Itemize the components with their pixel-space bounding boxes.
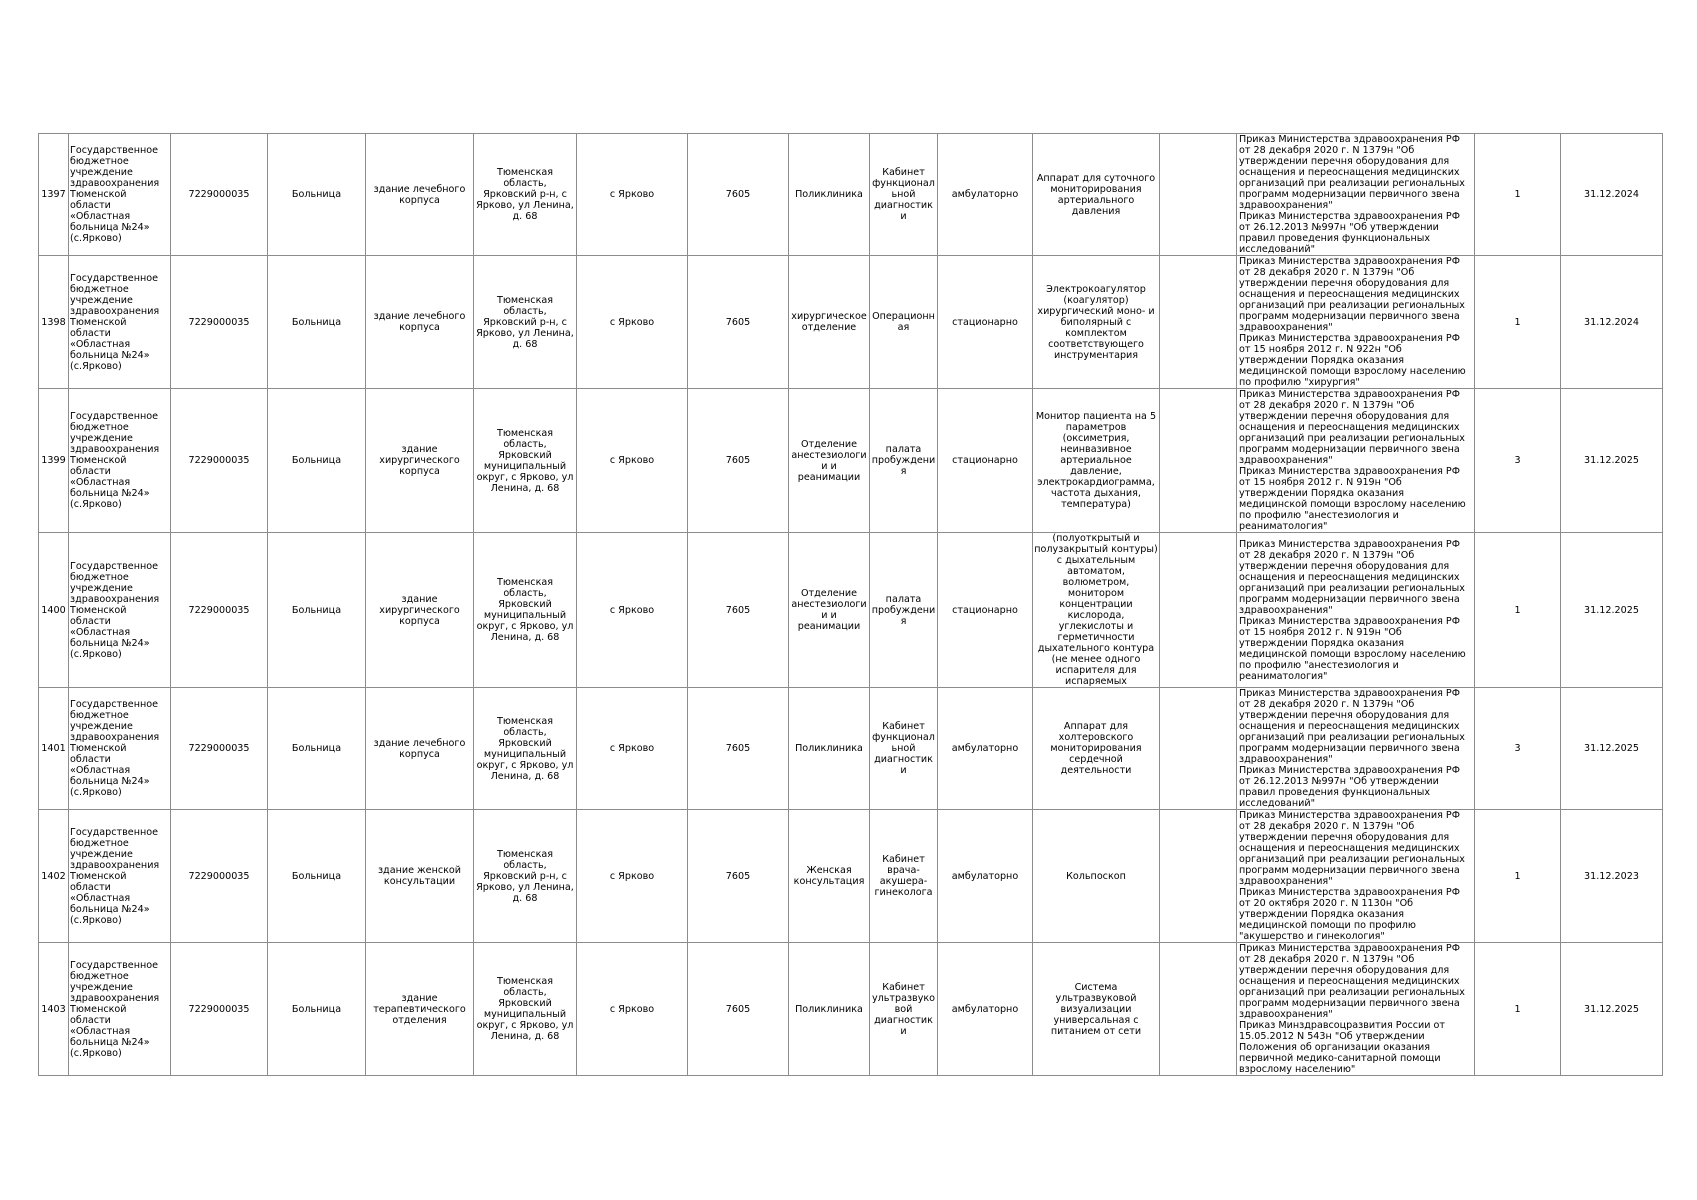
cell-text: 31.12.2024 <box>1584 316 1639 328</box>
room <box>870 389 938 533</box>
organization-name <box>69 688 171 810</box>
territory-code <box>688 533 789 688</box>
division <box>789 533 870 688</box>
cell-text: Приказ Министерства здравоохранения РФ от 28 декабря 2020 г. N 1379н "Об утверждении перечня оборудования для оснащения и переоснащения медицинских организаций при реализации региональных программ модернизации первичного звена здравоохранения" Приказ Министерства здравоохранения РФ от 26.12.2013 №997н "Об утверждении правил проведения функциональных исследований" <box>1239 688 1465 809</box>
cell-text: Приказ Министерства здравоохранения РФ от 28 декабря 2020 г. N 1379н "Об утверждении перечня оборудования для оснащения и переоснащения медицинских организаций при реализации региональных программ модернизации первичного звена здравоохранения" Приказ Министерства здравоохранения РФ от 15 ноября 2012 г. N 922н "Об утверждении Порядка оказания медицинской помощи взрослому населению по профилю "хирургия" <box>1239 256 1466 388</box>
division <box>789 389 870 533</box>
inn-code <box>171 533 268 688</box>
cell-text: Монитор пациента на 5 параметров (оксиметрия, неинвазивное артериальное давление, электрокардиограмма, частота дыхания, температура) <box>1035 411 1157 510</box>
table-body <box>39 134 1663 1076</box>
cell-text: Поликлиника <box>795 743 863 754</box>
cell-text: 7229000035 <box>188 455 250 466</box>
table-row <box>39 533 1663 688</box>
cell-text: 7605 <box>725 316 751 328</box>
building-name <box>366 134 474 256</box>
cell-text: Кабинет ультразвуковой диагностики <box>871 981 936 1037</box>
cell-text: Аппарат для холтеровского мониторирования сердечной деятельности <box>1050 721 1142 776</box>
cell-text: (полуоткрытый и полузакрытый контуры) с дыхательным автоматом, волюметром, монитором концентрации кислорода, углекислоты и герметичности дыхательного контура (не менее одного испарителя для испаряемых <box>1034 533 1158 687</box>
quantity <box>1475 134 1561 256</box>
quantity <box>1475 688 1561 810</box>
cell-text: Аппарат для суточного мониторирования артериального давления <box>1036 172 1156 217</box>
cell-text: 7605 <box>725 604 751 616</box>
locality <box>577 810 688 943</box>
extra-cell <box>1160 810 1237 943</box>
due-date <box>1561 810 1663 943</box>
territory-code <box>688 134 789 256</box>
cell-text: Отделение анестезиологии и реанимации <box>791 588 867 632</box>
care-form <box>938 533 1033 688</box>
territory-code <box>688 256 789 389</box>
regulatory-basis <box>1237 533 1475 688</box>
cell-text: 7229000035 <box>188 604 250 616</box>
table-row <box>39 688 1663 810</box>
cell-text: здание хирургического корпуса <box>379 444 460 477</box>
cell-text: 1 <box>1514 189 1521 200</box>
care-form <box>938 810 1033 943</box>
address <box>474 943 577 1076</box>
equipment-name <box>1033 943 1160 1076</box>
cell-text: Приказ Министерства здравоохранения РФ от 28 декабря 2020 г. N 1379н "Об утверждении перечня оборудования для оснащения и переоснащения медицинских организаций при реализации региональных программ модернизации первичного звена здравоохранения" Приказ Министерства здравоохранения РФ от 26.12.2013 №997н "Об утверждении правил проведения функциональных исследований" <box>1239 134 1465 255</box>
cell-text: здание лечебного корпуса <box>373 737 466 760</box>
regulatory-basis <box>1237 389 1475 533</box>
cell-text: Тюменская область, Ярковский муниципальный округ, с Ярково, ул Ленина, д. 68 <box>476 427 574 494</box>
organization-name <box>69 256 171 389</box>
cell-text: 7229000035 <box>188 743 250 754</box>
table-row <box>39 134 1663 256</box>
cell-text: Больница <box>291 189 342 200</box>
organization-name <box>69 810 171 943</box>
institution-type <box>268 810 366 943</box>
division <box>789 810 870 943</box>
cell-text: Больница <box>291 870 342 882</box>
table-row <box>39 810 1663 943</box>
address <box>474 134 577 256</box>
cell-text: Приказ Министерства здравоохранения РФ от 28 декабря 2020 г. N 1379н "Об утверждении перечня оборудования для оснащения и переоснащения медицинских организаций при реализации региональных программ модернизации первичного звена здравоохранения" Приказ Министерства здравоохранения РФ от 20 октября 2020 г. N 1130н "Об утверждении Порядка оказания медицинской помощи по профилю "акушерство и гинекология" <box>1239 810 1465 942</box>
cell-text: 7605 <box>725 189 751 200</box>
cell-text: с Ярково <box>609 604 655 616</box>
inn-code <box>171 688 268 810</box>
equipment-name <box>1033 256 1160 389</box>
cell-text: Поликлиника <box>795 1003 863 1015</box>
cell-text: с Ярково <box>609 189 655 200</box>
cell-text: 7229000035 <box>188 870 250 882</box>
cell-text: с Ярково <box>609 743 655 754</box>
quantity <box>1475 810 1561 943</box>
regulatory-basis <box>1237 810 1475 943</box>
cell-text: 7229000035 <box>188 189 250 200</box>
cell-text: здание лечебного корпуса <box>373 183 466 206</box>
locality <box>577 389 688 533</box>
cell-text: Операционная <box>872 311 935 333</box>
equipment-name <box>1033 389 1160 533</box>
cell-text: Государственное бюджетное учреждение здравоохранения Тюменской области «Областная больница №24» (с.Ярково) <box>70 826 160 926</box>
room <box>870 688 938 810</box>
cell-text: 3 <box>1514 743 1521 754</box>
cell-text: 1 <box>1514 870 1521 882</box>
table-row <box>39 943 1663 1076</box>
cell-text: Система ультразвуковой визуализации универсальная с питанием от сети <box>1050 981 1142 1037</box>
equipment-name <box>1033 810 1160 943</box>
cell-text: Тюменская область, Ярковский муниципальный округ, с Ярково, ул Ленина, д. 68 <box>476 715 574 782</box>
regulatory-basis <box>1237 688 1475 810</box>
cell-text: 31.12.2024 <box>1584 189 1639 200</box>
address <box>474 533 577 688</box>
cell-text: 1 <box>1514 316 1521 328</box>
cell-text: Кабинет функциональной диагностики <box>872 167 935 222</box>
cell-text: 7229000035 <box>188 1003 250 1015</box>
cell-text: 1397 <box>41 189 66 200</box>
cell-text: 31.12.2023 <box>1584 870 1639 882</box>
due-date <box>1561 134 1663 256</box>
cell-text: Тюменская область, Ярковский муниципальный округ, с Ярково, ул Ленина, д. 68 <box>476 976 574 1042</box>
territory-code <box>688 943 789 1076</box>
organization-name <box>69 943 171 1076</box>
cell-text: хирургическое отделение <box>791 311 867 333</box>
regulatory-basis <box>1237 943 1475 1076</box>
cell-text: Тюменская область, Ярковский р-н, с Ярково, ул Ленина, д. 68 <box>476 294 574 350</box>
row-number <box>39 256 69 389</box>
regulatory-basis <box>1237 134 1475 256</box>
cell-text: Государственное бюджетное учреждение здравоохранения Тюменской области «Областная больница №24» (с.Ярково) <box>70 699 160 798</box>
due-date <box>1561 256 1663 389</box>
cell-text: здание женской консультации <box>377 865 462 887</box>
cell-text: 1402 <box>41 870 66 882</box>
cell-text: Больница <box>291 604 342 616</box>
cell-text: Государственное бюджетное учреждение здравоохранения Тюменской области «Областная больница №24» (с.Ярково) <box>70 272 160 372</box>
cell-text: амбулаторно <box>951 743 1019 754</box>
institution-type <box>268 256 366 389</box>
division <box>789 688 870 810</box>
cell-text: стационарно <box>952 316 1018 328</box>
extra-cell <box>1160 389 1237 533</box>
building-name <box>366 943 474 1076</box>
organization-name <box>69 134 171 256</box>
cell-text: палата пробуждения <box>871 444 936 477</box>
cell-text: Тюменская область, Ярковский р-н, с Ярково, ул Ленина, д. 68 <box>476 167 574 222</box>
organization-name <box>69 389 171 533</box>
cell-text: Электрокоагулятор (коагулятор) хирургический моно- и биполярный с комплектом соответствующего инструментария <box>1037 283 1155 361</box>
building-name <box>366 810 474 943</box>
cell-text: здание терапевтического отделения <box>373 992 466 1026</box>
inn-code <box>171 134 268 256</box>
equipment-name <box>1033 533 1160 688</box>
cell-text: Государственное бюджетное учреждение здравоохранения Тюменской области «Областная больница №24» (с.Ярково) <box>70 411 160 510</box>
cell-text: 7229000035 <box>188 316 250 328</box>
building-name <box>366 389 474 533</box>
cell-text: Поликлиника <box>795 189 863 200</box>
due-date <box>1561 943 1663 1076</box>
cell-text: с Ярково <box>609 870 655 882</box>
inn-code <box>171 943 268 1076</box>
quantity <box>1475 943 1561 1076</box>
extra-cell <box>1160 134 1237 256</box>
cell-text: здание хирургического корпуса <box>379 593 460 627</box>
cell-text: Приказ Министерства здравоохранения РФ от 28 декабря 2020 г. N 1379н "Об утверждении перечня оборудования для оснащения и переоснащения медицинских организаций при реализации региональных программ модернизации первичного звена здравоохранения" Приказ Минздравсоцразвития России от 15.05.2012 N 543н "Об утверждении Положения об организации оказания первичной медико-санитарной помощи взрослому населению" <box>1239 943 1465 1075</box>
locality <box>577 943 688 1076</box>
cell-text: Тюменская область, Ярковский муниципальный округ, с Ярково, ул Ленина, д. 68 <box>476 577 574 643</box>
cell-text: 1399 <box>41 455 66 466</box>
row-number <box>39 134 69 256</box>
care-form <box>938 256 1033 389</box>
cell-text: Больница <box>291 1003 342 1015</box>
cell-text: Приказ Министерства здравоохранения РФ от 28 декабря 2020 г. N 1379н "Об утверждении перечня оборудования для оснащения и переоснащения медицинских организаций при реализации региональных программ модернизации первичного звена здравоохранения" Приказ Министерства здравоохранения РФ от 15 ноября 2012 г. N 919н "Об утверждении Порядка оказания медицинской помощи взрослому населению по профилю "анестезиология и реаниматология" <box>1239 538 1466 682</box>
extra-cell <box>1160 943 1237 1076</box>
organization-name <box>69 533 171 688</box>
cell-text: Больница <box>291 743 342 754</box>
cell-text: амбулаторно <box>951 189 1019 200</box>
locality <box>577 688 688 810</box>
cell-text: 1 <box>1514 1003 1521 1015</box>
division <box>789 256 870 389</box>
inn-code <box>171 389 268 533</box>
cell-text: амбулаторно <box>951 870 1019 882</box>
locality <box>577 134 688 256</box>
institution-type <box>268 389 366 533</box>
locality <box>577 256 688 389</box>
cell-text: 1400 <box>41 604 66 616</box>
cell-text: 31.12.2025 <box>1584 743 1639 754</box>
cell-text: палата пробуждения <box>871 593 936 627</box>
cell-text: 31.12.2025 <box>1584 1003 1639 1015</box>
room <box>870 256 938 389</box>
care-form <box>938 134 1033 256</box>
room <box>870 943 938 1076</box>
due-date <box>1561 533 1663 688</box>
cell-text: с Ярково <box>609 1003 655 1015</box>
cell-text: Тюменская область, Ярковский р-н, с Ярково, ул Ленина, д. 68 <box>476 848 574 904</box>
cell-text: стационарно <box>952 455 1018 466</box>
quantity <box>1475 533 1561 688</box>
building-name <box>366 688 474 810</box>
cell-text: 7605 <box>725 743 751 754</box>
row-number <box>39 943 69 1076</box>
cell-text: 1398 <box>41 316 66 328</box>
quantity <box>1475 389 1561 533</box>
care-form <box>938 943 1033 1076</box>
due-date <box>1561 688 1663 810</box>
cell-text: здание лечебного корпуса <box>373 311 466 333</box>
building-name <box>366 256 474 389</box>
cell-text: 31.12.2025 <box>1584 604 1639 616</box>
cell-text: Женская консультация <box>793 865 865 887</box>
cell-text: Государственное бюджетное учреждение здравоохранения Тюменской области «Областная больница №24» (с.Ярково) <box>70 560 160 660</box>
regulatory-basis <box>1237 256 1475 389</box>
cell-text: 1401 <box>41 743 66 754</box>
building-name <box>366 533 474 688</box>
address <box>474 256 577 389</box>
room <box>870 134 938 256</box>
cell-text: Отделение анестезиологии и реанимации <box>791 438 867 483</box>
cell-text: Кабинет функциональной диагностики <box>872 721 935 776</box>
cell-text: Кольпоскоп <box>1066 870 1126 882</box>
division <box>789 943 870 1076</box>
territory-code <box>688 688 789 810</box>
table-row <box>39 389 1663 533</box>
equipment-name <box>1033 134 1160 256</box>
cell-text: с Ярково <box>609 455 655 466</box>
care-form <box>938 688 1033 810</box>
territory-code <box>688 389 789 533</box>
cell-text: с Ярково <box>609 316 655 328</box>
cell-text: амбулаторно <box>951 1003 1019 1015</box>
equipment-registry-table <box>38 133 1663 1076</box>
inn-code <box>171 810 268 943</box>
address <box>474 389 577 533</box>
cell-text: 1 <box>1514 604 1521 616</box>
institution-type <box>268 688 366 810</box>
row-number <box>39 389 69 533</box>
institution-type <box>268 943 366 1076</box>
territory-code <box>688 810 789 943</box>
cell-text: Приказ Министерства здравоохранения РФ от 28 декабря 2020 г. N 1379н "Об утверждении перечня оборудования для оснащения и переоснащения медицинских организаций при реализации региональных программ модернизации первичного звена здравоохранения" Приказ Министерства здравоохранения РФ от 15 ноября 2012 г. N 919н "Об утверждении Порядка оказания медицинской помощи взрослому населению по профилю "анестезиология и реаниматология" <box>1239 389 1466 532</box>
extra-cell <box>1160 533 1237 688</box>
address <box>474 688 577 810</box>
cell-text: 7605 <box>725 870 751 882</box>
cell-text: 1403 <box>41 1003 66 1015</box>
extra-cell <box>1160 256 1237 389</box>
locality <box>577 533 688 688</box>
quantity <box>1475 256 1561 389</box>
institution-type <box>268 533 366 688</box>
equipment-name <box>1033 688 1160 810</box>
row-number <box>39 688 69 810</box>
room <box>870 533 938 688</box>
cell-text: Больница <box>291 316 342 328</box>
care-form <box>938 389 1033 533</box>
address <box>474 810 577 943</box>
due-date <box>1561 389 1663 533</box>
room <box>870 810 938 943</box>
cell-text: 31.12.2025 <box>1584 455 1639 466</box>
cell-text: Государственное бюджетное учреждение здравоохранения Тюменской области «Областная больница №24» (с.Ярково) <box>70 145 160 244</box>
table-row <box>39 256 1663 389</box>
cell-text: стационарно <box>952 604 1018 616</box>
inn-code <box>171 256 268 389</box>
institution-type <box>268 134 366 256</box>
cell-text: 7605 <box>725 455 751 466</box>
row-number <box>39 533 69 688</box>
row-number <box>39 810 69 943</box>
division <box>789 134 870 256</box>
extra-cell <box>1160 688 1237 810</box>
cell-text: Кабинет врача-акушера-гинеколога <box>874 854 933 898</box>
cell-text: 7605 <box>725 1003 751 1015</box>
cell-text: Больница <box>291 455 342 466</box>
cell-text: 3 <box>1514 455 1521 466</box>
cell-text: Государственное бюджетное учреждение здравоохранения Тюменской области «Областная больница №24» (с.Ярково) <box>70 959 160 1059</box>
